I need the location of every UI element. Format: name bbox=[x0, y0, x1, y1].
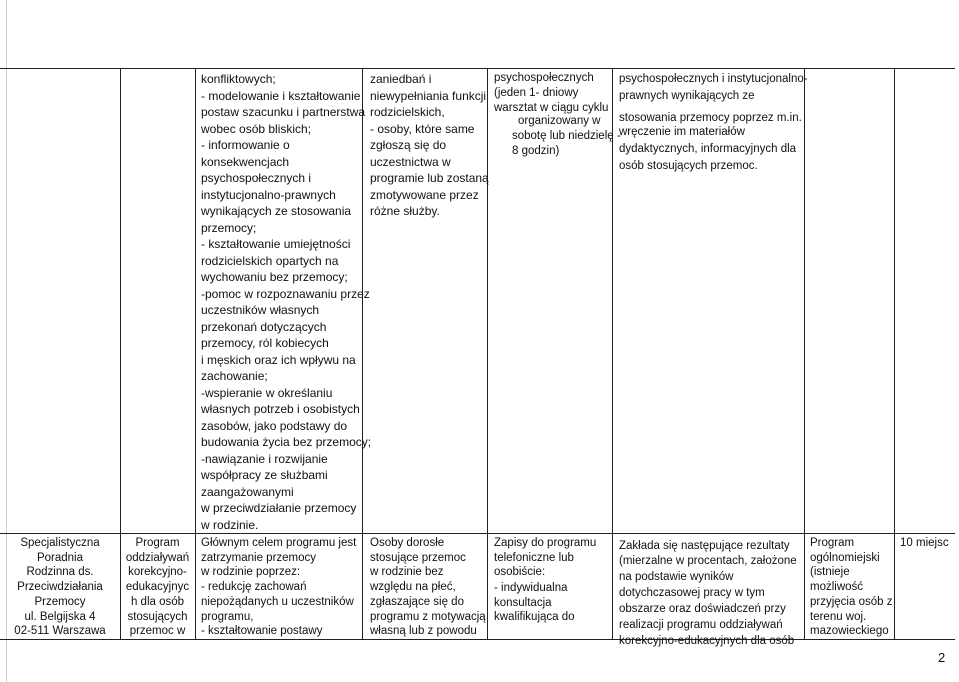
results-cell-part3: wręczenie im materiałów dydaktycznych, informacyjnych dla osób stosujących przemoc. bbox=[619, 126, 797, 172]
capacity-cell: 10 miejsc bbox=[900, 537, 949, 549]
column-divider bbox=[894, 68, 895, 640]
results-cell-part2: stosowania przemocy poprzez m.in. bbox=[619, 112, 802, 124]
enrollment-cell-part2: - indywidualna konsultacja kwalifikująca do bbox=[494, 582, 575, 624]
row-divider bbox=[0, 533, 955, 534]
program-name-cell: Program oddziaływań korekcyjno- edukacyjnyc h dla osób stosujących przemoc w bbox=[125, 537, 190, 638]
expected-results-cell-part2: (mierzalne w procentach, założone na podstawie wyników dotychczasowej pracy w tym obszarze oraz doświadczeń przy realizacji programu oddziaływań korekcyjno-edukacyjnych dla osób bbox=[619, 555, 797, 647]
expected-results-cell-part1: Zakłada się następujące rezultaty bbox=[619, 540, 790, 552]
results-cell-part1: psychospołecznych i instytucjonalno- prawnych wynikających ze bbox=[619, 73, 808, 102]
column-divider bbox=[195, 68, 196, 640]
form-cell-part1: psychospołecznych (jeden 1- dniowy warsztat w ciągu cyklu bbox=[494, 72, 609, 114]
form-cell-part2: organizowany w bbox=[518, 115, 601, 127]
enrollment-cell-part1: Zapisy do programu telefoniczne lub osobiście: bbox=[494, 537, 597, 579]
program-scope-cell: Program ogólnomiejski (istnieje możliwość przyjęcia osób z terenu woj. mazowieckiego bbox=[810, 537, 893, 638]
institution-cell: Specjalistyczna Poradnia Rodzinna ds. Przeciwdziałania Przemocy ul. Belgijska 4 02-511 Warszawa bbox=[14, 537, 106, 638]
column-divider bbox=[804, 68, 805, 640]
form-cell-part3: sobotę lub niedzielę - 8 godzin) bbox=[512, 130, 621, 157]
page-number: 2 bbox=[938, 650, 946, 665]
target-group-cell: zaniedbań i niewypełniania funkcji rodzicielskich, - osoby, które same zgłoszą się do uczestnictwa w programie lub zostaną zmotywowane przez różne służby. bbox=[370, 72, 489, 218]
goals-methods-cell: konfliktowych; - modelowanie i kształtowanie postaw szacunku i partnerstwa wobec osób bliskich; - informowanie o konsekwencjach psychospołecznych i instytucjonalno-prawnych wynikających ze stosowania przemocy; - kształtowanie umiejętności rodzicielskich opartych na wychowaniu bez przemocy; -pomoc w rozpoznawaniu przez uczestników własnych przekonań dotyczących przemocy, ról kobiecych i męskich oraz ich wpływu na zachowanie; -wspieranie w określaniu własnych potrzeb i osobistych zasobów, jako podstawy do budowania życia bez przemocy; -nawiązanie i rozwijanie współpracy ze służbami zaangażowanymi w przeciwdziałanie przemocy w rodzinie. bbox=[201, 72, 372, 532]
main-goal-cell: Głównym celem programu jest zatrzymanie przemocy w rodzinie poprzez: - redukcję zachowań niepożądanych u uczestników programu, - kształtowanie postawy bbox=[201, 537, 357, 638]
participants-cell: Osoby dorosłe stosujące przemoc w rodzinie bez względu na płeć, zgłaszające się do programu z motywacją własną lub z powodu bbox=[370, 537, 486, 638]
